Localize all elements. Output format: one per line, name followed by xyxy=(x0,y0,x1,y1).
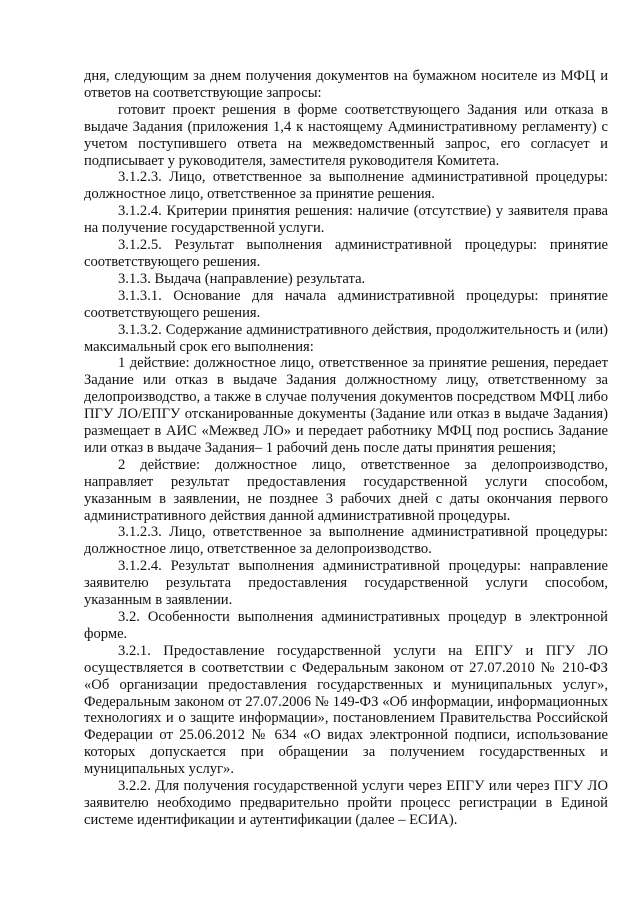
paragraph: 3.1.3.2. Содержание административного действия, продолжительность и (или) максимальный срок его выполнения: xyxy=(84,321,608,355)
paragraph: 3.1.3. Выдача (направление) результата. xyxy=(118,270,366,287)
paragraph: 3.1.2.4. Результат выполнения административной процедуры: направление заявителю результата предоставления государственной услуги способом, указанным в заявлении. xyxy=(84,558,608,609)
paragraph: 3.2.1. Предоставление государственной услуги на ЕПГУ и ПГУ ЛО осуществляется в соответствии с Федеральным законом от 27.07.2010 № 210-ФЗ «Об организации предоставления государственных и муниципальных услуг», Федеральным законом от 27.07.2006 № 149-ФЗ «Об информации, информационных технологиях и о защите информации», постановлением Правительства Российской Федерации от 25.06.2012 № 634 «О видах электронной подписи, использование которых допускается при обращении за получением государственных и муниципальных услуг». xyxy=(84,642,608,778)
paragraph: 3.2. Особенности выполнения административных процедур в электронной форме. xyxy=(84,609,608,642)
paragraph: 3.1.2.4. Критерии принятия решения: наличие (отсутствие) у заявителя права на получение государственной услуги. xyxy=(84,203,608,237)
paragraph: 3.1.2.3. Лицо, ответственное за выполнение административной процедуры: должностное лицо, ответственное за делопроизводство. xyxy=(84,524,608,558)
paragraph: 3.2.2. Для получения государственной услуги через ЕПГУ или через ПГУ ЛО заявителю необходимо предварительно пройти процесс регистрации в Единой системе идентификации и аутентификации (далее – ЕСИА). xyxy=(84,778,608,828)
paragraph: готовит проект решения в форме соответствующего Задания или отказа в выдаче Задания (приложения 1,4 к настоящему Административному регламенту) с учетом поступившего ответа на межведомственный запрос, его согласует и подписывает у руководителя, заместителя руководителя Комитета. xyxy=(84,101,608,169)
paragraph: 1 действие: должностное лицо, ответственное за принятие решения, передает Задание или отказ в выдаче Задания должностному лицу, ответственному за делопроизводство, а также в случае получения документов посредством МФЦ либо ПГУ ЛО/ЕПГУ отсканированные документы (Задание или отказ в выдаче Задания) размещает в АИС «Межвед ЛО» и передает работнику МФЦ под роспись Задание или отказ в выдаче Задания– 1 рабочий день после даты принятия решения; xyxy=(84,355,608,456)
paragraph: 3.1.2.3. Лицо, ответственное за выполнение административной процедуры: должностное лицо, ответственное за принятие решения. xyxy=(84,169,608,203)
paragraph: 2 действие: должностное лицо, ответственное за делопроизводство, направляет результат предоставления государственной услуги способом, указанным в заявлении, не позднее 3 рабочих дней с даты окончания первого административного действия данной административной процедуры. xyxy=(84,456,608,524)
paragraph: дня, следующим за днем получения документов на бумажном носителе из МФЦ и ответов на соответствующие запросы: xyxy=(84,68,608,101)
paragraph: 3.1.2.5. Результат выполнения административной процедуры: принятие соответствующего решения. xyxy=(84,237,608,270)
document-body xyxy=(84,68,608,829)
paragraph: 3.1.3.1. Основание для начала административной процедуры: принятие соответствующего решения. xyxy=(84,287,608,321)
